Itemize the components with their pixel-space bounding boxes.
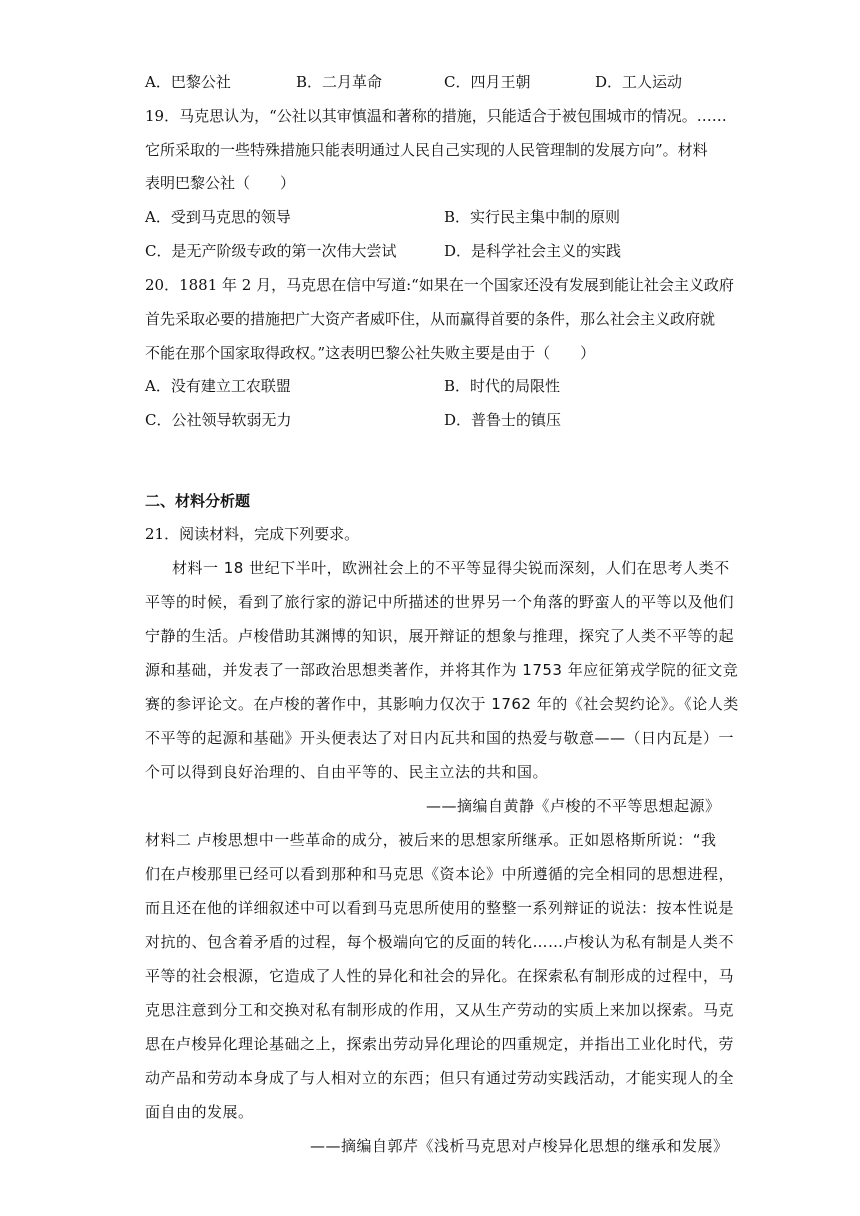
material-2-line: 而且还在他的详细叙述中可以看到马克思所使用的整整一系列辩证的说法：按本性说是 [145,899,735,917]
material-1-line: 个可以得到良好治理的、自由平等的、民主立法的共和国。 [145,763,549,781]
q19-stem-line: 表明巴黎公社（ ） [145,174,296,192]
q20-option-d[interactable]: D．普鲁士的镇压 [444,411,562,429]
material-2-source: ——摘编自郭芹《浅析马克思对卢梭异化思想的继承和发展》 [310,1137,729,1155]
material-2-line: 面自由的发展。 [145,1103,254,1121]
material-1-line: 不平等的起源和基础》开头便表达了对日内瓦共和国的热爱与敬意——（日内瓦是）一 [145,729,735,747]
q19-stem-line: 它所采取的一些特殊措施只能表明通过人民自己实现的人民管理制的发展方向”。材料 [145,141,708,159]
material-2-line: 思在卢梭异化理论基础之上，探索出劳动异化理论的四重规定，并指出工业化时代，劳 [145,1035,735,1053]
material-1-line: 平等的时候，看到了旅行家的游记中所描述的世界另一个角落的野蛮人的平等以及他们 [145,593,735,611]
q19-option-c[interactable]: C．是无产阶级专政的第一次伟大尝试 [145,242,397,260]
material-1-line: 材料一 18 世纪下半叶，欧洲社会上的不平等显得尖锐而深刻，人们在思考人类不 [172,559,730,577]
material-1-source: ——摘编自黄静《卢梭的不平等思想起源》 [426,797,721,815]
material-1-line: 宁静的生活。卢梭借助其渊博的知识，展开辩证的想象与推理，探究了人类不平等的起 [145,627,735,645]
q20-option-b[interactable]: B．时代的局限性 [444,377,561,395]
material-2-line: 克思注意到分工和交换对私有制形成的作用，又从生产劳动的实质上来加以探索。马克 [145,1001,735,1019]
section-title: 二、材料分析题 [145,492,251,510]
material-2-line: 动产品和劳动本身成了与人相对立的东西；但只有通过劳动实践活动，才能实现人的全 [145,1069,735,1087]
q18-option-c[interactable]: C．四月王朝 [444,73,531,91]
q20-option-c[interactable]: C．公社领导软弱无力 [145,411,292,429]
q20-option-a[interactable]: A．没有建立工农联盟 [145,377,291,395]
q20-stem-line: 首先采取必要的措施把广大资产者威吓住，从而赢得首要的条件，那么社会主义政府就 [145,310,716,328]
q18-option-d[interactable]: D．工人运动 [595,73,683,91]
q21-stem: 21．阅读材料，完成下列要求。 [145,525,360,543]
q18-option-b[interactable]: B．二月革命 [296,73,383,91]
q20-stem-line: 20．1881 年 2 月，马克思在信中写道:“如果在一个国家还没有发展到能让社会主义政府 [145,276,734,294]
q19-option-d[interactable]: D．是科学社会主义的实践 [444,242,622,260]
q19-option-b[interactable]: B．实行民主集中制的原则 [444,208,621,226]
q18-option-a[interactable]: A．巴黎公社 [145,73,231,91]
material-1-line: 赛的参评论文。在卢梭的著作中，其影响力仅次于 1762 年的《社会契约论》。《论人类 [145,695,739,713]
material-2-line: 平等的社会根源，它造成了人性的异化和社会的异化。在探索私有制形成的过程中，马 [145,967,735,985]
material-2-line: 对抗的、包含着矛盾的过程，每个极端向它的反面的转化……卢梭认为私有制是人类不 [145,933,735,951]
q19-option-a[interactable]: A．受到马克思的领导 [145,208,291,226]
material-1-line: 源和基础，并发表了一部政治思想类著作，并将其作为 1753 年应征第戎学院的征文竞 [145,661,739,679]
q20-stem-line: 不能在那个国家取得政权。”这表明巴黎公社失败主要是由于（ ） [145,344,596,362]
material-2-line: 们在卢梭那里已经可以看到那种和马克思《资本论》中所遵循的完全相同的思想进程， [145,865,735,883]
q19-stem-line: 19．马克思认为，“公社以其审慎温和著称的措施，只能适合于被包围城市的情况。…… [145,107,727,125]
material-2-line: 材料二 卢梭思想中一些革命的成分，被后来的思想家所继承。正如恩格斯所说：“我 [145,831,717,849]
